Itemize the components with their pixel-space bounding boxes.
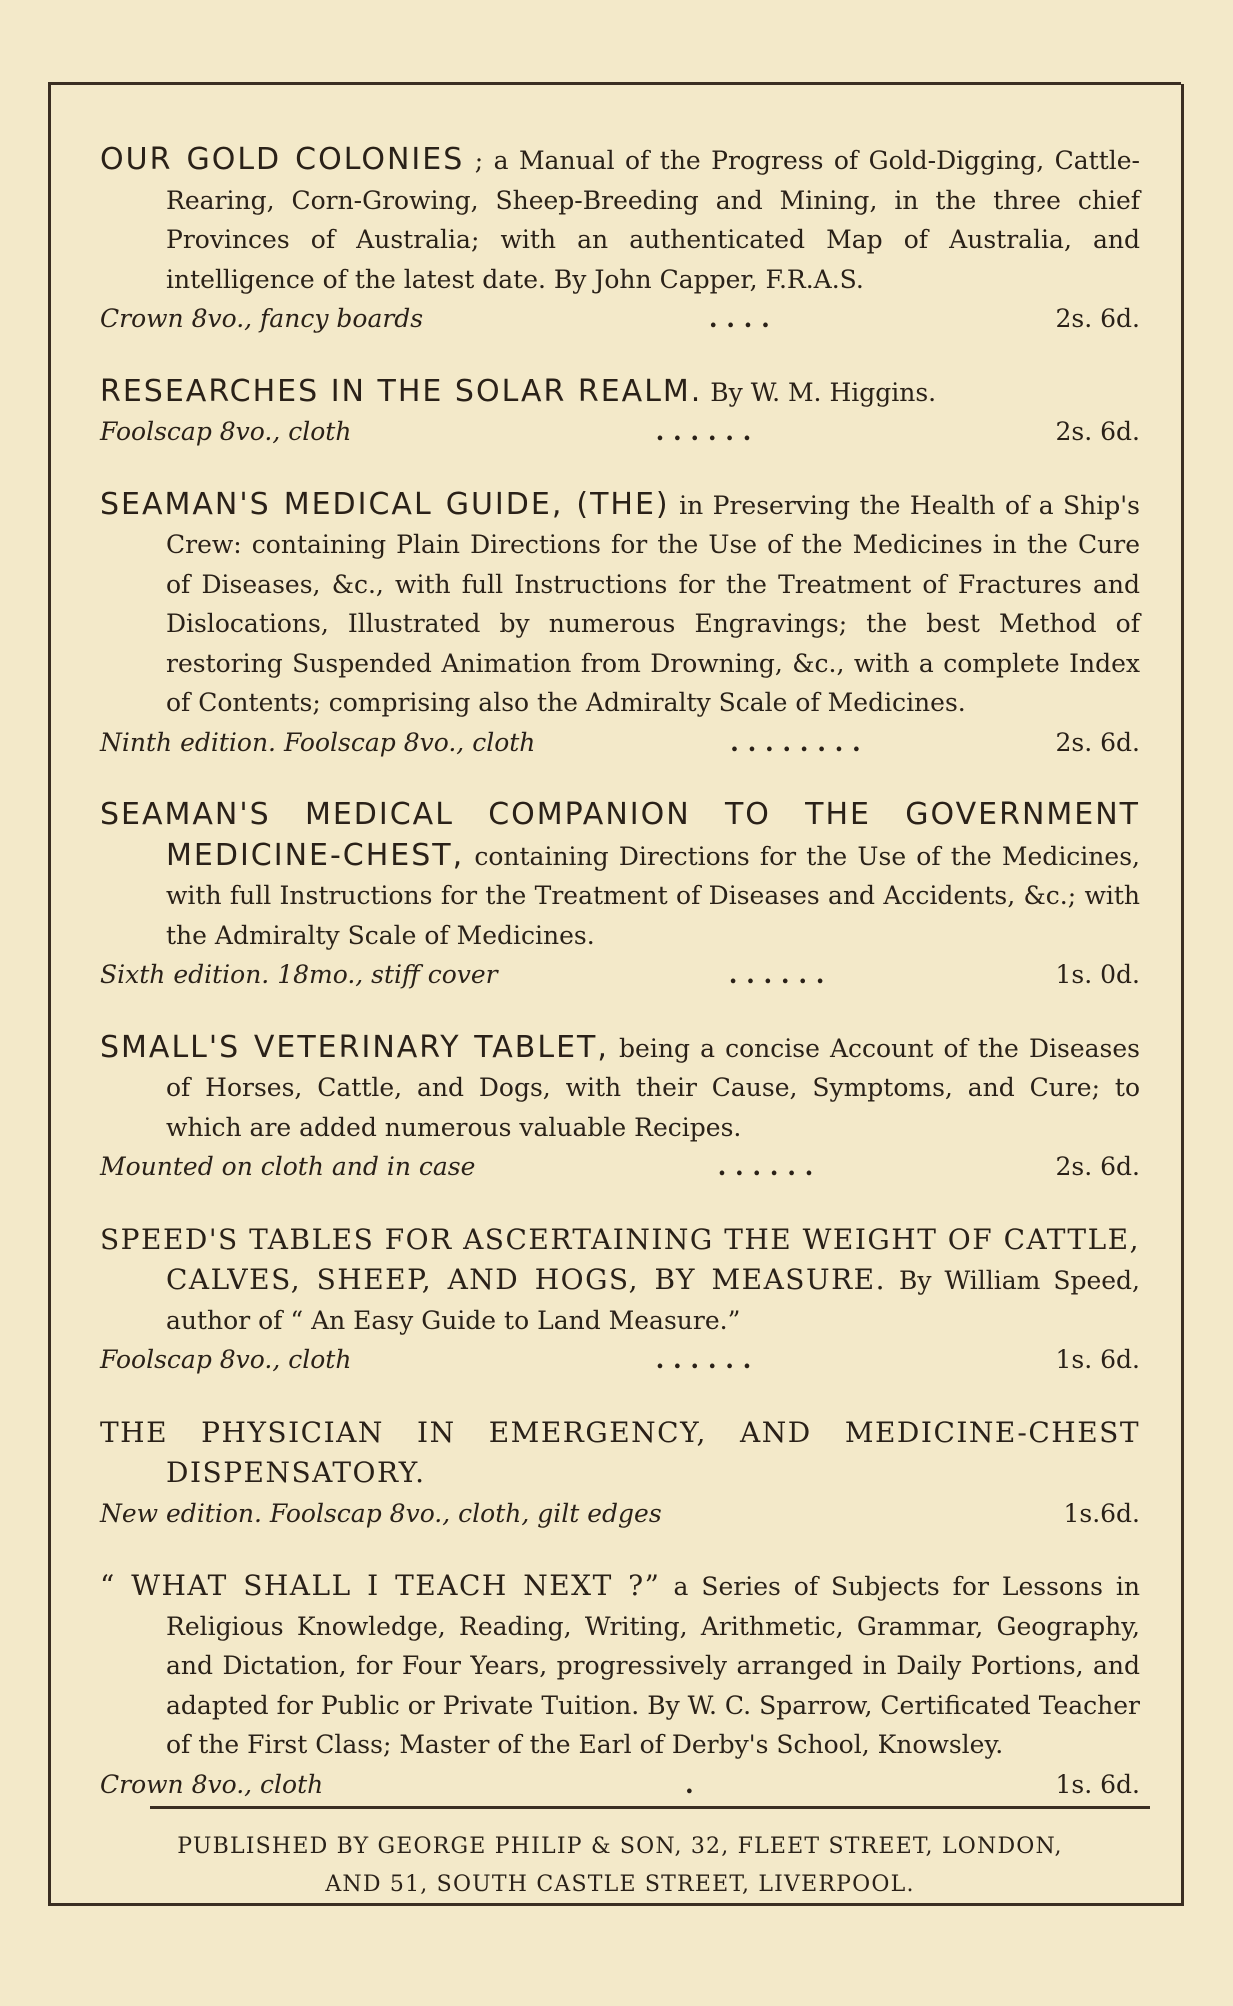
entry-title: SEAMAN'S MEDICAL COMPANION TO THE GOVERNMENT MEDICINE-CHEST, [100,797,1140,873]
entry-format: Foolscap 8vo., cloth [100,1345,352,1374]
price-line [100,955,1140,995]
entry-format: Ninth edition. Foolscap 8vo., cloth [100,727,536,757]
catalogue-list [100,140,1140,1837]
catalogue-entry [100,1220,1140,1380]
price-line [100,299,1140,339]
entry-description: By W. M. Higgins. [710,377,937,407]
top-rule [48,82,1181,85]
imprint-line-1: PUBLISHED BY GEORGE PHILIP & SON, 32, FLEET STREET, LONDON, [177,1834,1063,1859]
entry-description: in Preserving the Health of a Ship's Crew: containing Plain Directions for the Use of the Medicines in the Cure of Diseases, &c., with full Instructions for the Treatment of Fractures and Dislocations, Illustrated by numerous Engravings; the best Method of restoring Suspended Animation from Drowning, &c., with a complete Index of Contents; comprising also the Admiralty Scale of Medicines. [166,490,1140,717]
entry-description: ; a Manual of the Progress of Gold-Digging, Cattle-Rearing, Corn-Growing, Sheep-Breeding and Mining, in the three chief Provinces of Australia; with an authenticated Map of Australia, and intelligence of the latest date. By John Capper, F.R.A.S. [166,146,1140,294]
entry-format: Sixth edition. 18mo., stiff cover [100,960,498,989]
entry-format: Mounted on cloth and in case [100,1152,476,1181]
entry-title: SEAMAN'S MEDICAL GUIDE, (THE) [100,486,670,522]
entry-description: a Series of Subjects for Lessons in Religious Knowledge, Reading, Writing, Arithmetic, Grammar, Geography, and Dictation, for Four Years, progressively arranged in Daily Portions, and adapted for Public or Private Tuition. By W. C. Sparrow, Certificated Teacher of the First Class; Master of the Earl of Derby's School, Knowsley. [166,1572,1140,1759]
entry-price: 1s. 0d. [1055,960,1140,989]
price-line [100,1147,1140,1187]
dot-leader: . . . . . . [655,1345,752,1374]
dot-leader: . . . . . . [717,1152,814,1181]
publisher-imprint [100,1828,1140,1904]
dot-leader: . . . . [708,304,770,333]
entry-price: 2s. 6d. [1055,304,1140,333]
entry-format: Foolscap 8vo., cloth [100,417,352,446]
entry-title: OUR GOLD COLONIES [100,142,465,177]
entry-title: THE PHYSICIAN IN EMERGENCY, AND MEDICINE-CHEST DISPENSATORY. [100,1415,1140,1489]
entry-price: 1s. 6d. [1055,1769,1140,1799]
price-line [100,1765,1140,1805]
entry-title: SMALL'S VETERINARY TABLET, [100,1029,609,1065]
price-line [100,412,1140,452]
dot-leader: . . . . . . [655,417,752,446]
dot-leader: . . . . . . . . [730,727,861,757]
entry-format: Crown 8vo., cloth [100,1769,324,1799]
catalogue-entry [100,140,1140,339]
entry-description: By William Speed, author of “ An Easy Guide to Land Measure.” [166,1266,1140,1335]
entry-price: 2s. 6d. [1055,727,1140,757]
entry-price: 2s. 6d. [1055,1152,1140,1181]
price-line [100,723,1140,763]
entry-price: 1s.6d. [1063,1498,1140,1528]
entry-format: Crown 8vo., fancy boards [100,304,424,333]
dot-leader [662,1494,1130,1534]
catalogue-entry [100,1413,1140,1534]
entry-description: being a concise Account of the Diseases of Horses, Cattle, and Dogs, with their Cause, Symptoms, and Cure; to which are added numerous valuable Recipes. [166,1033,1141,1142]
price-line [100,1340,1140,1380]
dot-leader: . [685,1769,694,1799]
entry-title: RESEARCHES IN THE SOLAR REALM. [100,373,703,409]
entry-description: containing Directions for the Use of the Medicines, with full Instructions for the Treatment of Diseases and Accidents, &c.; with the Admiralty Scale of Medicines. [166,841,1140,950]
catalogue-entry [100,1028,1140,1187]
entry-title: SPEED'S TABLES FOR ASCERTAINING THE WEIGHT OF CATTLE, CALVES, SHEEP, AND HOGS, BY MEASURE. [100,1222,1140,1296]
entry-price: 2s. 6d. [1055,417,1140,446]
price-line [100,1494,1140,1534]
entry-price: 1s. 6d. [1055,1345,1140,1374]
catalogue-entry [100,1566,1140,1804]
catalogue-entry [100,485,1140,763]
catalogue-entry [100,372,1140,452]
catalogue-entry [100,795,1140,995]
imprint-line-2: AND 51, SOUTH CASTLE STREET, LIVERPOOL. [325,1872,915,1897]
entry-title: “ WHAT SHALL I TEACH NEXT ?” [100,1569,661,1602]
dot-leader: . . . . . . [728,960,825,989]
entry-format: New edition. Foolscap 8vo., cloth, gilt edges [100,1498,662,1528]
